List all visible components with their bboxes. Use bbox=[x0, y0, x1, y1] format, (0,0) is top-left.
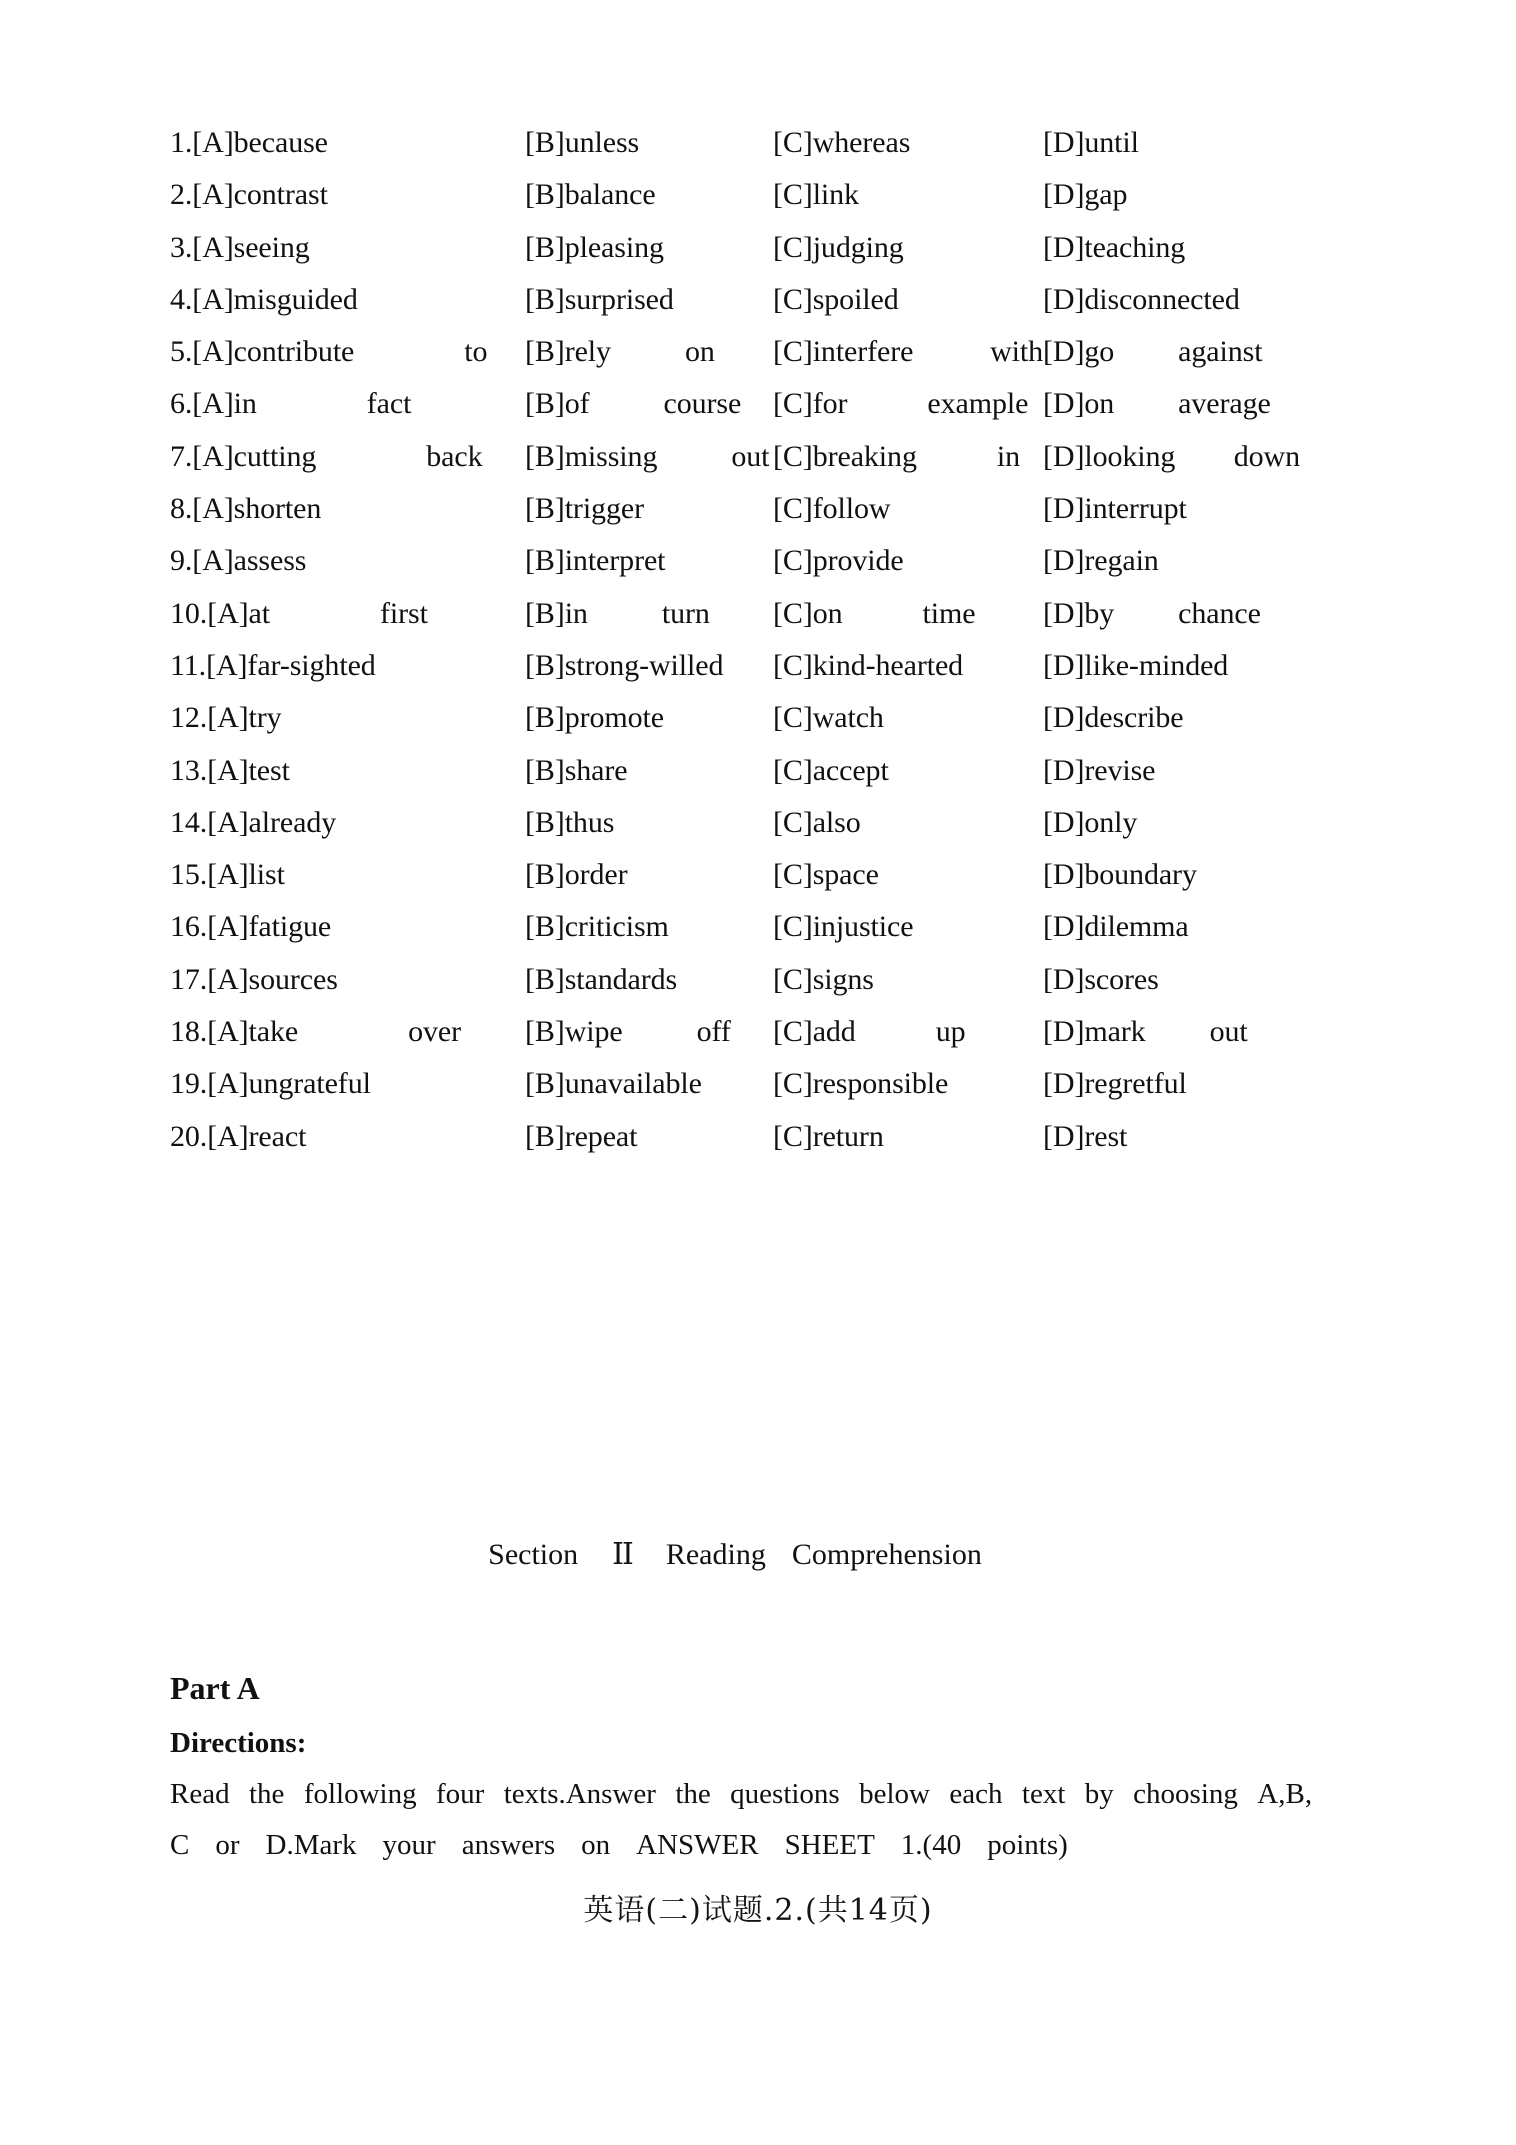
option-text: [B]of bbox=[525, 387, 590, 421]
option-text-cont: off bbox=[696, 1015, 731, 1049]
option-text-cont: chance bbox=[1178, 596, 1261, 630]
option-word-gap bbox=[611, 337, 685, 367]
cloze-option-c[interactable] bbox=[773, 282, 1043, 316]
directions-word-gap bbox=[240, 1831, 266, 1882]
directions-word-gap bbox=[875, 1831, 901, 1882]
option-text: 4.[A]misguided bbox=[170, 282, 358, 316]
directions-word: below bbox=[859, 1778, 930, 1810]
option-text: [D]dilemma bbox=[1043, 910, 1189, 944]
directions-word-gap bbox=[711, 1780, 730, 1831]
option-text-cont: first bbox=[380, 596, 428, 630]
directions-line-2 bbox=[170, 1831, 1312, 1882]
directions-word: A,B, bbox=[1257, 1778, 1313, 1810]
cloze-option-c[interactable] bbox=[773, 912, 1043, 942]
cloze-option-c[interactable] bbox=[773, 230, 1043, 264]
cloze-option-row bbox=[170, 753, 1300, 808]
cloze-option-c[interactable] bbox=[773, 337, 1043, 367]
cloze-option-b[interactable] bbox=[525, 337, 773, 367]
cloze-option-b[interactable] bbox=[525, 805, 773, 839]
cloze-option-c[interactable] bbox=[773, 180, 1043, 210]
option-text: [D]rest bbox=[1043, 1119, 1128, 1153]
section-name-comprehension: Comprehension bbox=[791, 1538, 982, 1571]
option-word-gap bbox=[913, 337, 990, 367]
cloze-option-b[interactable] bbox=[525, 703, 773, 733]
cloze-option-c[interactable] bbox=[773, 439, 1043, 473]
cloze-option-c[interactable] bbox=[773, 546, 1043, 576]
option-text: [D]like-minded bbox=[1043, 648, 1229, 682]
cloze-option-b[interactable] bbox=[525, 860, 773, 890]
directions-word-gap bbox=[1238, 1780, 1257, 1831]
option-text: [C]accept bbox=[773, 753, 889, 787]
directions-word: points) bbox=[987, 1829, 1068, 1861]
directions-word: ANSWER bbox=[636, 1829, 759, 1861]
cloze-option-row bbox=[170, 494, 1300, 546]
cloze-option-b[interactable] bbox=[525, 546, 773, 576]
directions-word-gap bbox=[1065, 1780, 1084, 1831]
directions-label: Directions: bbox=[170, 1727, 307, 1759]
cloze-option-row bbox=[170, 596, 1300, 651]
option-text: [D]interrupt bbox=[1043, 492, 1187, 526]
option-text: [B]share bbox=[525, 753, 628, 787]
option-text: [B]trigger bbox=[525, 492, 644, 526]
option-text: [C]link bbox=[773, 178, 859, 212]
directions-word-gap bbox=[484, 1780, 503, 1831]
cloze-option-a[interactable] bbox=[170, 596, 525, 630]
part-title: Part A bbox=[170, 1670, 260, 1706]
option-word-gap bbox=[270, 599, 380, 629]
option-word-gap bbox=[1114, 599, 1178, 629]
option-text: [B]balance bbox=[525, 178, 656, 212]
option-text: [D]teaching bbox=[1043, 230, 1186, 264]
cloze-option-a[interactable] bbox=[170, 1017, 525, 1047]
cloze-option-c[interactable] bbox=[773, 962, 1043, 996]
cloze-option-d[interactable] bbox=[1043, 648, 1300, 682]
directions-word-gap bbox=[417, 1780, 436, 1831]
cloze-option-row bbox=[170, 337, 1300, 389]
option-text: [C]breaking bbox=[773, 439, 917, 473]
cloze-option-a[interactable] bbox=[170, 1119, 525, 1153]
directions-word: following bbox=[303, 1778, 417, 1810]
option-text-cont: time bbox=[922, 596, 976, 630]
option-word-gap bbox=[298, 1017, 408, 1047]
directions-word-gap bbox=[1003, 1780, 1022, 1831]
option-text-cont: average bbox=[1178, 387, 1271, 421]
option-text-cont: with bbox=[990, 335, 1043, 369]
option-word-gap bbox=[847, 389, 927, 419]
cloze-option-d[interactable] bbox=[1043, 962, 1300, 996]
cloze-option-d[interactable] bbox=[1043, 337, 1300, 367]
section-name-reading: Reading bbox=[665, 1538, 766, 1571]
option-text: [C]spoiled bbox=[773, 282, 899, 316]
option-text: [D]regretful bbox=[1043, 1067, 1187, 1101]
cloze-option-b[interactable] bbox=[525, 128, 773, 158]
cloze-option-row bbox=[170, 962, 1300, 1017]
option-word-gap bbox=[1175, 442, 1233, 472]
cloze-option-b[interactable] bbox=[525, 439, 773, 473]
option-text: [D]gap bbox=[1043, 178, 1128, 212]
directions-word: each bbox=[949, 1778, 1003, 1810]
option-text: [C]interfere bbox=[773, 335, 914, 369]
cloze-option-a[interactable] bbox=[170, 282, 525, 316]
option-text: 9.[A]assess bbox=[170, 544, 307, 578]
cloze-option-c[interactable] bbox=[773, 1069, 1043, 1099]
section-heading bbox=[170, 1537, 1300, 1572]
option-text: [C]follow bbox=[773, 492, 891, 526]
option-text: [C]kind-hearted bbox=[773, 648, 964, 682]
cloze-option-a[interactable] bbox=[170, 753, 525, 787]
option-text: [C]watch bbox=[773, 701, 884, 735]
cloze-option-a[interactable] bbox=[170, 912, 525, 942]
cloze-option-b[interactable] bbox=[525, 912, 773, 942]
option-text: [B]criticism bbox=[525, 910, 669, 944]
option-text: 14.[A]already bbox=[170, 805, 337, 839]
option-text: 1.[A]because bbox=[170, 126, 328, 159]
option-text: [C]for bbox=[773, 387, 848, 421]
directions-word-gap bbox=[610, 1831, 636, 1882]
cloze-option-c[interactable] bbox=[773, 1119, 1043, 1153]
option-text-cont: back bbox=[426, 439, 483, 473]
option-text-cont: course bbox=[663, 387, 742, 421]
cloze-option-row bbox=[170, 546, 1300, 598]
directions-word-gap bbox=[961, 1831, 987, 1882]
cloze-option-d[interactable] bbox=[1043, 860, 1300, 890]
option-text-cont: turn bbox=[661, 596, 710, 630]
option-word-gap bbox=[657, 442, 731, 472]
cloze-option-b[interactable] bbox=[525, 962, 773, 996]
cloze-option-a[interactable] bbox=[170, 230, 525, 264]
directions-word: by bbox=[1084, 1778, 1114, 1810]
cloze-option-d[interactable] bbox=[1043, 1017, 1300, 1047]
cloze-option-row bbox=[170, 860, 1300, 912]
option-text: 7.[A]cutting bbox=[170, 439, 317, 473]
cloze-option-d[interactable] bbox=[1043, 128, 1300, 158]
option-text: [B]unless bbox=[525, 126, 640, 159]
cloze-option-d[interactable] bbox=[1043, 546, 1300, 576]
option-text: [C]return bbox=[773, 1119, 884, 1153]
cloze-option-d[interactable] bbox=[1043, 494, 1300, 524]
option-text: 20.[A]react bbox=[170, 1119, 307, 1153]
directions-word-gap bbox=[1114, 1780, 1133, 1831]
option-text: 3.[A]seeing bbox=[170, 230, 310, 264]
cloze-option-b[interactable] bbox=[525, 389, 773, 419]
option-text-cont: over bbox=[408, 1015, 462, 1049]
option-text: 15.[A]list bbox=[170, 858, 285, 892]
option-text: [B]thus bbox=[525, 805, 615, 839]
section-numeral: II bbox=[612, 1537, 632, 1572]
cloze-option-a[interactable] bbox=[170, 389, 525, 419]
cloze-option-c[interactable] bbox=[773, 805, 1043, 839]
option-text: [C]add bbox=[773, 1015, 856, 1049]
cloze-option-a[interactable] bbox=[170, 337, 525, 367]
option-text: 2.[A]contrast bbox=[170, 178, 328, 212]
option-text: 11.[A]far-sighted bbox=[170, 648, 376, 682]
directions-line-1 bbox=[170, 1780, 1312, 1831]
cloze-option-a[interactable] bbox=[170, 1069, 525, 1099]
directions-word-gap bbox=[930, 1780, 949, 1831]
option-text: [C]injustice bbox=[773, 910, 914, 944]
cloze-option-b[interactable] bbox=[525, 648, 773, 682]
cloze-option-b[interactable] bbox=[525, 1119, 773, 1153]
option-text: [D]regain bbox=[1043, 544, 1159, 578]
cloze-option-row bbox=[170, 282, 1300, 337]
cloze-option-a[interactable] bbox=[170, 128, 525, 158]
option-text: [C]provide bbox=[773, 544, 904, 578]
option-text: [B]wipe bbox=[525, 1015, 623, 1049]
option-text: [B]surprised bbox=[525, 282, 674, 316]
cloze-option-row bbox=[170, 1017, 1300, 1069]
cloze-option-row bbox=[170, 912, 1300, 964]
cloze-option-d[interactable] bbox=[1043, 1119, 1300, 1153]
option-word-gap bbox=[588, 599, 662, 629]
option-text: [B]promote bbox=[525, 701, 664, 735]
cloze-option-a[interactable] bbox=[170, 805, 525, 839]
cloze-option-d[interactable] bbox=[1043, 389, 1300, 419]
option-text: [B]order bbox=[525, 858, 628, 892]
option-word-gap bbox=[1146, 1017, 1210, 1047]
cloze-option-row bbox=[170, 703, 1300, 755]
cloze-option-row bbox=[170, 1119, 1300, 1174]
option-text: [D]by bbox=[1043, 596, 1115, 630]
directions-word-gap bbox=[656, 1780, 675, 1831]
option-text-cont: up bbox=[935, 1015, 966, 1049]
option-text: [C]on bbox=[773, 596, 843, 630]
option-text: [B]standards bbox=[525, 962, 678, 996]
cloze-option-b[interactable] bbox=[525, 230, 773, 264]
option-word-gap bbox=[354, 337, 464, 367]
cloze-option-d[interactable] bbox=[1043, 230, 1300, 264]
option-text: [C]whereas bbox=[773, 126, 911, 159]
option-text: 19.[A]ungrateful bbox=[170, 1067, 371, 1101]
option-text: [C]space bbox=[773, 858, 879, 892]
directions-word: the bbox=[675, 1778, 711, 1810]
option-text: [B]missing bbox=[525, 439, 658, 473]
option-text: 6.[A]in bbox=[170, 387, 257, 421]
cloze-option-a[interactable] bbox=[170, 494, 525, 524]
cloze-option-row bbox=[170, 439, 1300, 494]
option-text: [B]rely bbox=[525, 335, 611, 369]
directions-word-gap bbox=[230, 1780, 249, 1831]
cloze-option-c[interactable] bbox=[773, 389, 1043, 419]
option-text: [C]responsible bbox=[773, 1067, 949, 1101]
cloze-option-c[interactable] bbox=[773, 1017, 1043, 1047]
directions-word: on bbox=[581, 1829, 611, 1861]
directions-word-gap bbox=[759, 1831, 785, 1882]
cloze-option-row bbox=[170, 805, 1300, 860]
option-text: [B]pleasing bbox=[525, 230, 664, 264]
cloze-option-c[interactable] bbox=[773, 860, 1043, 890]
directions-word: choosing bbox=[1133, 1778, 1238, 1810]
directions-word-gap bbox=[436, 1831, 462, 1882]
section-label: Section bbox=[488, 1538, 579, 1571]
cloze-option-b[interactable] bbox=[525, 494, 773, 524]
cloze-option-b[interactable] bbox=[525, 282, 773, 316]
directions-word: SHEET bbox=[784, 1829, 875, 1861]
cloze-option-d[interactable] bbox=[1043, 180, 1300, 210]
cloze-option-c[interactable] bbox=[773, 648, 1043, 682]
cloze-option-d[interactable] bbox=[1043, 703, 1300, 733]
cloze-option-b[interactable] bbox=[525, 180, 773, 210]
cloze-option-d[interactable] bbox=[1043, 282, 1300, 316]
cloze-option-d[interactable] bbox=[1043, 439, 1300, 473]
option-text: [D]scores bbox=[1043, 962, 1159, 996]
option-text: [D]disconnected bbox=[1043, 282, 1240, 316]
cloze-option-d[interactable] bbox=[1043, 805, 1300, 839]
option-text-cont: on bbox=[684, 335, 715, 369]
option-word-gap bbox=[623, 1017, 697, 1047]
option-text: [C]judging bbox=[773, 230, 904, 264]
directions-word-gap bbox=[840, 1780, 859, 1831]
cloze-option-c[interactable] bbox=[773, 596, 1043, 630]
option-text: [D]boundary bbox=[1043, 858, 1197, 892]
option-text: [C]signs bbox=[773, 962, 874, 996]
option-text-cont: in bbox=[996, 439, 1020, 473]
option-text-cont: to bbox=[464, 335, 488, 369]
cloze-option-d[interactable] bbox=[1043, 596, 1300, 630]
option-text: 10.[A]at bbox=[170, 596, 270, 630]
cloze-option-d[interactable] bbox=[1043, 753, 1300, 787]
directions-word-gap bbox=[189, 1831, 215, 1882]
directions-word-gap bbox=[284, 1780, 303, 1831]
directions-word: D.Mark bbox=[265, 1829, 357, 1861]
directions-body bbox=[170, 1780, 1312, 1882]
option-text: 8.[A]shorten bbox=[170, 492, 322, 526]
cloze-option-b[interactable] bbox=[525, 596, 773, 630]
option-text: [D]looking bbox=[1043, 439, 1176, 473]
directions-word-gap bbox=[555, 1831, 581, 1882]
option-text: [B]in bbox=[525, 596, 588, 630]
option-word-gap bbox=[257, 389, 367, 419]
option-word-gap bbox=[589, 389, 663, 419]
option-word-gap bbox=[1114, 389, 1178, 419]
cloze-option-a[interactable] bbox=[170, 703, 525, 733]
directions-word: C bbox=[170, 1829, 190, 1861]
option-text: [D]revise bbox=[1043, 753, 1156, 787]
cloze-option-a[interactable] bbox=[170, 180, 525, 210]
cloze-option-a[interactable] bbox=[170, 860, 525, 890]
directions-word: 1.(40 bbox=[900, 1829, 962, 1861]
option-text-cont: out bbox=[1209, 1015, 1248, 1049]
option-text: [D]on bbox=[1043, 387, 1115, 421]
cloze-option-b[interactable] bbox=[525, 753, 773, 787]
page-footer: 英语(二)试题.2.(共14页) bbox=[583, 1893, 933, 1928]
option-word-gap bbox=[856, 1017, 936, 1047]
option-text: [D]describe bbox=[1043, 701, 1184, 735]
option-text: [D]only bbox=[1043, 805, 1138, 839]
option-text-cont: example bbox=[927, 387, 1029, 421]
cloze-option-c[interactable] bbox=[773, 494, 1043, 524]
cloze-option-c[interactable] bbox=[773, 128, 1043, 158]
directions-word: text bbox=[1021, 1778, 1066, 1810]
cloze-option-d[interactable] bbox=[1043, 1069, 1300, 1099]
directions-word: answers bbox=[461, 1829, 556, 1861]
directions-word: four bbox=[435, 1778, 485, 1810]
cloze-option-row bbox=[170, 389, 1300, 441]
cloze-option-a[interactable] bbox=[170, 439, 525, 473]
cloze-option-a[interactable] bbox=[170, 962, 525, 996]
directions-word: or bbox=[215, 1829, 240, 1861]
cloze-option-row bbox=[170, 128, 1300, 180]
option-text-cont: fact bbox=[366, 387, 412, 421]
option-text: [B]unavailable bbox=[525, 1067, 702, 1101]
cloze-options-list bbox=[170, 128, 1300, 1174]
option-text-cont: against bbox=[1178, 335, 1263, 369]
cloze-option-d[interactable] bbox=[1043, 912, 1300, 942]
option-text: 18.[A]take bbox=[170, 1015, 299, 1049]
option-text: [B]strong-willed bbox=[525, 648, 724, 682]
option-text: [C]also bbox=[773, 805, 861, 839]
cloze-option-row bbox=[170, 230, 1300, 285]
option-word-gap bbox=[1114, 337, 1178, 367]
option-text: [D]until bbox=[1043, 126, 1139, 159]
cloze-option-b[interactable] bbox=[525, 1069, 773, 1099]
cloze-option-a[interactable] bbox=[170, 648, 525, 682]
directions-word: Read bbox=[170, 1778, 230, 1810]
directions-word-gap bbox=[357, 1831, 383, 1882]
option-word-gap bbox=[917, 442, 997, 472]
option-text-cont: out bbox=[731, 439, 770, 473]
option-word-gap bbox=[843, 599, 923, 629]
cloze-option-row bbox=[170, 180, 1300, 232]
option-text: [D]go bbox=[1043, 335, 1115, 369]
cloze-option-c[interactable] bbox=[773, 703, 1043, 733]
cloze-option-c[interactable] bbox=[773, 753, 1043, 787]
option-text: [D]mark bbox=[1043, 1015, 1146, 1049]
cloze-option-row bbox=[170, 1069, 1300, 1121]
directions-word: your bbox=[382, 1829, 436, 1861]
option-text: 13.[A]test bbox=[170, 753, 290, 787]
directions-word: the bbox=[248, 1778, 285, 1810]
directions-word: texts.Answer bbox=[503, 1778, 656, 1810]
option-text: 5.[A]contribute bbox=[170, 335, 355, 369]
option-text-cont: down bbox=[1233, 439, 1300, 473]
cloze-option-b[interactable] bbox=[525, 1017, 773, 1047]
cloze-option-a[interactable] bbox=[170, 546, 525, 576]
option-text: [B]interpret bbox=[525, 544, 666, 578]
option-word-gap bbox=[316, 442, 426, 472]
option-text: 16.[A]fatigue bbox=[170, 910, 332, 944]
option-text: 17.[A]sources bbox=[170, 962, 338, 996]
option-text: [B]repeat bbox=[525, 1119, 638, 1153]
directions-word: questions bbox=[730, 1778, 840, 1810]
cloze-option-row bbox=[170, 648, 1300, 703]
option-text: 12.[A]try bbox=[170, 701, 282, 735]
